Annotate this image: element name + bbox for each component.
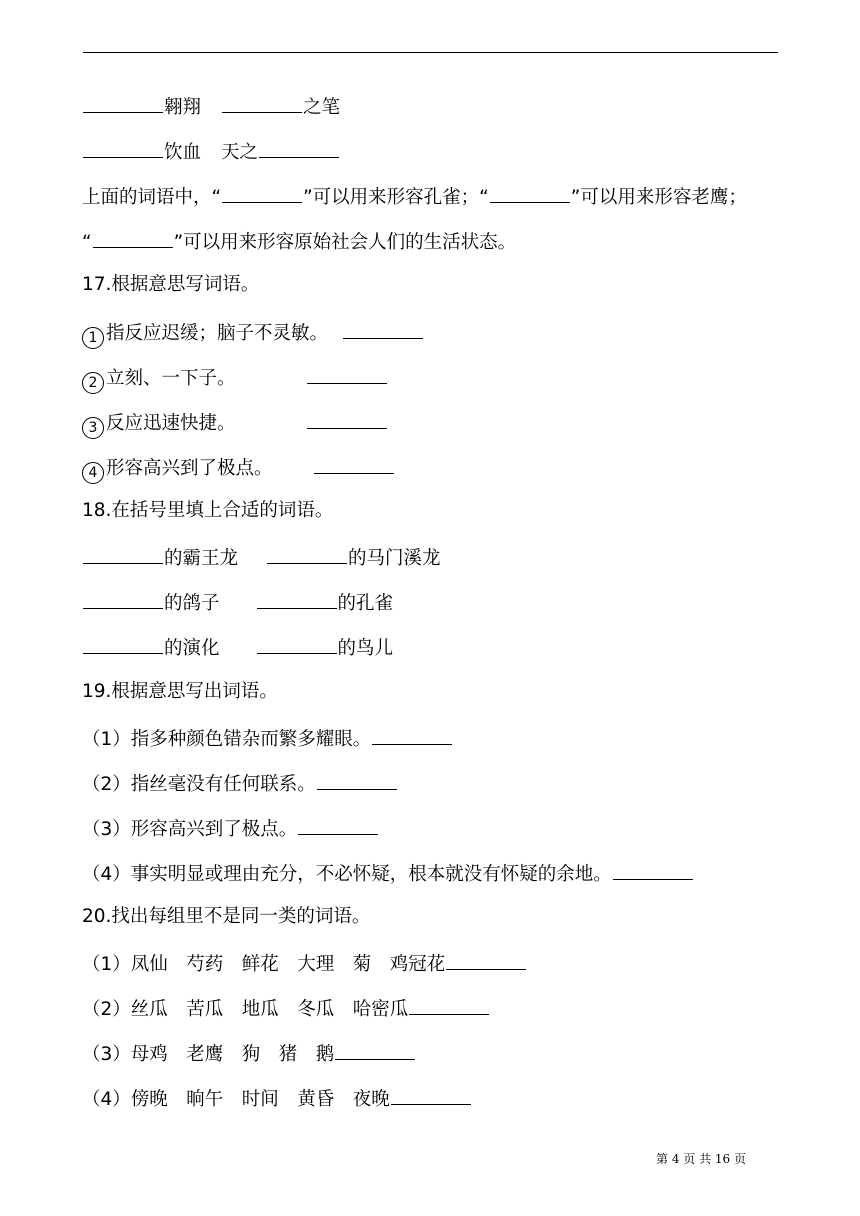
page-footer: 第 4 页 共 16 页 — [656, 1152, 746, 1166]
question-18-title: 18.在括号里填上合适的词语。 — [82, 500, 334, 521]
q20-item-3 — [82, 1039, 416, 1068]
phrase-text: 的霸王龙 — [164, 548, 239, 569]
question-20-title: 20.找出每组里不是同一类的词语。 — [82, 906, 371, 927]
q20-item-2 — [82, 994, 490, 1023]
q20-item-4 — [82, 1084, 472, 1113]
idiom-text: 天之 — [221, 142, 259, 163]
answer-blank[interactable] — [222, 182, 302, 203]
item-text: （2）丝瓜 苦瓜 地瓜 冬瓜 哈密瓜 — [82, 999, 409, 1020]
answer-blank[interactable] — [83, 137, 163, 158]
answer-blank[interactable] — [446, 949, 526, 970]
answer-blank[interactable] — [298, 814, 378, 835]
item-text: 指反应迟缓；脑子不灵敏。 — [106, 323, 329, 344]
circled-number: 2 — [82, 372, 104, 394]
idiom-text: 翱翔 — [164, 97, 202, 118]
q18-row-1 — [82, 543, 441, 572]
sentence-text: ”可以用来形容孔雀；“ — [303, 187, 489, 208]
q17-item-2 — [82, 363, 388, 394]
item-text: （1）指多种颜色错杂而繁多耀眼。 — [82, 729, 372, 750]
answer-blank[interactable] — [83, 92, 163, 113]
circled-number: 1 — [82, 327, 104, 349]
answer-blank[interactable] — [257, 633, 337, 654]
q18-row-2 — [82, 588, 393, 617]
answer-blank[interactable] — [307, 363, 387, 384]
item-text: 立刻、一下子。 — [106, 368, 236, 389]
sentence-text: ”可以用来形容原始社会人们的生活状态。 — [173, 232, 517, 253]
phrase-text: 的孔雀 — [337, 593, 394, 614]
answer-blank[interactable] — [267, 543, 347, 564]
answer-blank[interactable] — [93, 227, 173, 248]
circled-number: 3 — [82, 417, 104, 439]
q19-item-2 — [82, 769, 398, 798]
header-rule — [83, 52, 778, 53]
item-text: 反应迅速快捷。 — [106, 413, 236, 434]
answer-blank[interactable] — [307, 408, 387, 429]
q17-item-4 — [82, 453, 395, 484]
item-text: （2）指丝毫没有任何联系。 — [82, 774, 316, 795]
answer-blank[interactable] — [372, 724, 452, 745]
question-19-title: 19.根据意思写出词语。 — [82, 681, 278, 702]
sentence-text: 上面的词语中，“ — [82, 187, 222, 208]
fill-sentence-2 — [82, 227, 516, 256]
q17-item-1 — [82, 318, 424, 349]
answer-blank[interactable] — [259, 137, 339, 158]
item-text: （3）形容高兴到了极点。 — [82, 819, 298, 840]
item-text: （4）事实明显或理由充分，不必怀疑，根本就没有怀疑的余地。 — [82, 864, 612, 885]
idiom-row-1 — [82, 92, 340, 121]
q18-row-3 — [82, 633, 393, 662]
answer-blank[interactable] — [391, 1084, 471, 1105]
q19-item-1 — [82, 724, 453, 753]
item-text: 形容高兴到了极点。 — [106, 458, 273, 479]
phrase-text: 的鸟儿 — [337, 638, 394, 659]
idiom-row-2 — [82, 137, 340, 166]
idiom-text: 饮血 — [164, 142, 202, 163]
answer-blank[interactable] — [83, 588, 163, 609]
item-text: （4）傍晚 晌午 时间 黄昏 夜晚 — [82, 1089, 390, 1110]
answer-blank[interactable] — [335, 1039, 415, 1060]
sentence-text: ”可以用来形容老鹰； — [570, 187, 747, 208]
answer-blank[interactable] — [490, 182, 570, 203]
q19-item-4 — [82, 859, 694, 888]
answer-blank[interactable] — [83, 633, 163, 654]
answer-blank[interactable] — [314, 453, 394, 474]
sentence-text: “ — [82, 232, 92, 253]
question-17-title: 17.根据意思写词语。 — [82, 274, 260, 295]
circled-number: 4 — [82, 462, 104, 484]
answer-blank[interactable] — [613, 859, 693, 880]
item-text: （3）母鸡 老鹰 狗 猪 鹅 — [82, 1044, 335, 1065]
idiom-text: 之笔 — [303, 97, 341, 118]
answer-blank[interactable] — [317, 769, 397, 790]
q20-item-1 — [82, 949, 527, 978]
fill-sentence-1 — [82, 182, 747, 211]
answer-blank[interactable] — [409, 994, 489, 1015]
answer-blank[interactable] — [83, 543, 163, 564]
phrase-text: 的马门溪龙 — [348, 548, 441, 569]
q17-item-3 — [82, 408, 388, 439]
answer-blank[interactable] — [343, 318, 423, 339]
q19-item-3 — [82, 814, 379, 843]
phrase-text: 的鸽子 — [164, 593, 220, 614]
answer-blank[interactable] — [222, 92, 302, 113]
answer-blank[interactable] — [257, 588, 337, 609]
item-text: （1）凤仙 芍药 鲜花 大理 菊 鸡冠花 — [82, 954, 446, 975]
phrase-text: 的演化 — [164, 638, 220, 659]
